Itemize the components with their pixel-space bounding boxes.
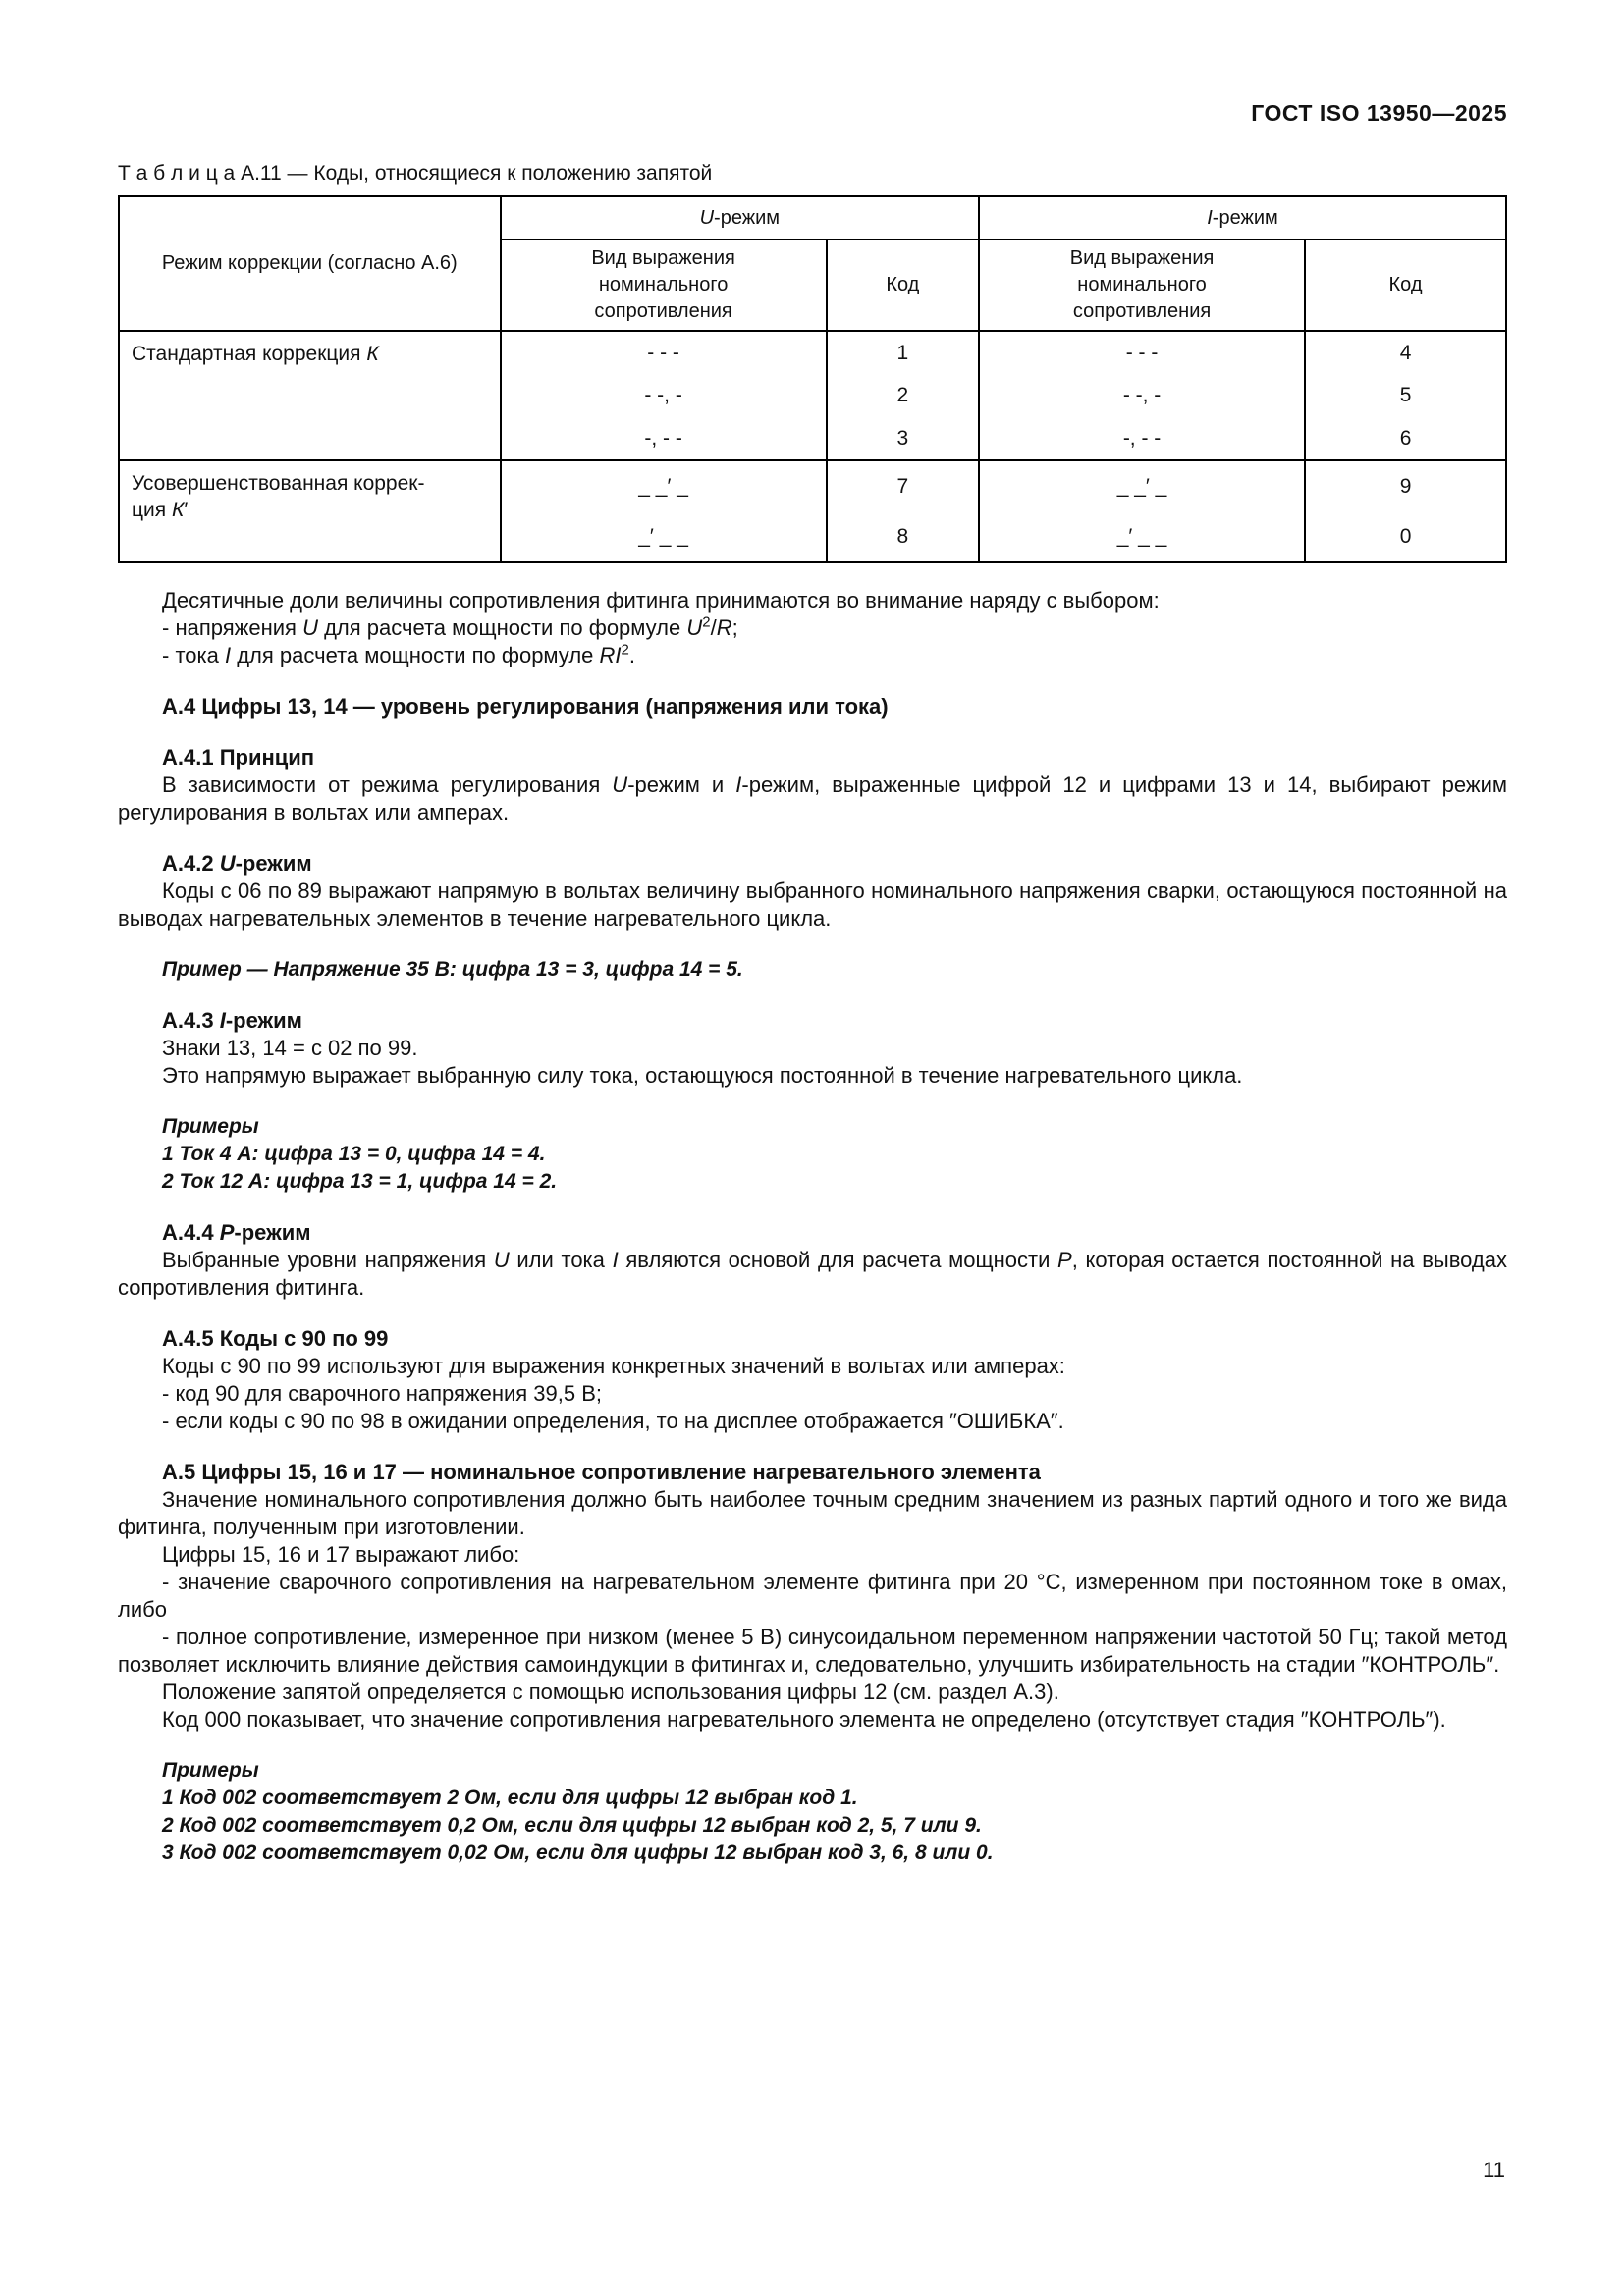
correction-mode-cell: Усовершенствованная коррек- ция К′: [119, 460, 501, 562]
example-a4-3-2: 2 Ток 12 А: цифра 13 = 1, цифра 14 = 2.: [162, 1170, 558, 1193]
list-item-voltage: - напряжения U для расчета мощности по формуле $U^2/R$;: [162, 614, 738, 640]
code-cell: 4: [1305, 331, 1506, 374]
section-heading-a4-3: А.4.3 I-режим: [162, 1008, 302, 1033]
list-item-codes-90-98: - если коды с 90 по 98 в ожидании определения, то на дисплее отображается ″ОШИБКА″.: [162, 1409, 1064, 1433]
list-item-current: - тока I для расчета мощности по формуле $RI^2$.: [162, 641, 635, 667]
list-item-full-resistance: - полное сопротивление, измеренное при низком (менее 5 В) синусоидальном переменном напряжении частотой 50 Гц; такой метод позволяет исключить влияние действия самоиндукции в фитингах и, следовательно, улучшить избирательность на стадии ″КОНТРОЛЬ″.: [118, 1625, 1507, 1677]
example-a5-1: 1 Код 002 соответствует 2 Ом, если для цифры 12 выбран код 1.: [162, 1787, 858, 1809]
paragraph-a5-digits: Цифры 15, 16 и 17 выражают либо:: [162, 1542, 520, 1567]
paragraph-a4-3-current: Это напрямую выражает выбранную силу тока, остающуюся постоянной в течение нагревательного цикла.: [162, 1063, 1243, 1088]
example-a5-3: 3 Код 002 соответствует 0,02 Ом, если для цифры 12 выбран код 3, 6, 8 или 0.: [162, 1842, 994, 1864]
example-a4-3-1: 1 Ток 4 А: цифра 13 = 0, цифра 14 = 4.: [162, 1143, 546, 1165]
examples-title-a5: Примеры: [162, 1759, 259, 1782]
paragraph-a4-5-intro: Коды с 90 по 99 используют для выражения конкретных значений в вольтах или амперах:: [162, 1354, 1065, 1378]
running-header: ГОСТ ISO 13950—2025: [1251, 100, 1507, 126]
list-item-code-90: - код 90 для сварочного напряжения 39,5 В;: [162, 1381, 603, 1406]
code-cell: 5: [1305, 374, 1506, 417]
paragraph-a4-1: В зависимости от режима регулирования U-режим и I-режим, выраженные цифрой 12 и цифрами 13 и 14, выбирают режим регулирования в вольтах или амперах.: [118, 773, 1507, 825]
section-heading-a4: А.4 Цифры 13, 14 — уровень регулирования (напряжения или тока): [162, 694, 889, 719]
code-cell: 2: [827, 374, 979, 417]
table-body: [119, 331, 1506, 562]
code-cell: 8: [827, 511, 979, 562]
example-a5-2: 2 Код 002 соответствует 0,2 Ом, если для цифры 12 выбран код 2, 5, 7 или 9.: [162, 1814, 982, 1837]
code-cell: 1: [827, 331, 979, 374]
document-body: [118, 587, 1507, 1867]
expression-cell: - -, -: [501, 374, 827, 417]
expression-cell: - - -: [501, 331, 827, 374]
expression-cell: - - -: [979, 331, 1305, 374]
paragraph-a5-intro: Значение номинального сопротивления должно быть наиболее точным средним значением из разных партий одного и того же вида фитинга, полученным при изготовлении.: [118, 1487, 1507, 1539]
paragraph-a4-3-signs: Знаки 13, 14 = с 02 по 99.: [162, 1036, 418, 1060]
section-heading-a4-2: А.4.2 U-режим: [162, 851, 312, 876]
table-header-expression-i: Вид выражения номинального сопротивления: [979, 240, 1305, 331]
table-header-correction-mode: Режим коррекции (согласно А.6): [119, 196, 501, 331]
table-header-expression-u: Вид выражения номинального сопротивления: [501, 240, 827, 331]
correction-mode-cell: Стандартная коррекция К: [119, 331, 501, 460]
table-header-u-mode: U-режим: [501, 196, 979, 240]
section-heading-a4-4: А.4.4 P-режим: [162, 1220, 311, 1245]
expression-cell: _ _′ _: [501, 460, 827, 511]
expression-cell: _′ _ _: [501, 511, 827, 562]
examples-title-a4-3: Примеры: [162, 1115, 259, 1138]
table-header-code-u: Код: [827, 240, 979, 331]
table-header-i-mode: I-режим: [979, 196, 1506, 240]
comma-position-codes-table: [118, 195, 1507, 563]
section-heading-a5: А.5 Цифры 15, 16 и 17 — номинальное сопротивление нагревательного элемента: [162, 1460, 1041, 1484]
expression-cell: -, - -: [501, 417, 827, 460]
table-caption: Т а б л и ц а А.11 — Коды, относящиеся к положению запятой: [118, 162, 713, 185]
code-cell: 6: [1305, 417, 1506, 460]
table-row: [119, 460, 1506, 511]
expression-cell: -, - -: [979, 417, 1305, 460]
list-item-welding-resistance: - значение сварочного сопротивления на нагревательном элементе фитинга при 20 °С, измеренном при постоянном токе в омах, либо: [118, 1570, 1507, 1622]
paragraph-decimal-intro: Десятичные доли величины сопротивления фитинга принимаются во внимание наряду с выбором:: [162, 588, 1160, 613]
paragraph-a4-4: Выбранные уровни напряжения U или тока I являются основой для расчета мощности P, которая остается постоянной на выводах сопротивления фитинга.: [118, 1248, 1507, 1300]
code-cell: 9: [1305, 460, 1506, 511]
section-heading-a4-1: А.4.1 Принцип: [162, 745, 315, 770]
table-header-code-i: Код: [1305, 240, 1506, 331]
code-cell: 0: [1305, 511, 1506, 562]
table-row: [119, 331, 1506, 374]
paragraph-a4-2: Коды с 06 по 89 выражают напрямую в вольтах величину выбранного номинального напряжения сварки, остающуюся постоянной на выводах нагревательных элементов в течение нагревательного цикла.: [118, 879, 1507, 931]
expression-cell: - -, -: [979, 374, 1305, 417]
code-cell: 7: [827, 460, 979, 511]
section-heading-a4-5: А.4.5 Коды с 90 по 99: [162, 1326, 389, 1351]
expression-cell: _ _′ _: [979, 460, 1305, 511]
paragraph-comma-position: Положение запятой определяется с помощью использования цифры 12 (см. раздел А.3).: [162, 1680, 1059, 1704]
code-cell: 3: [827, 417, 979, 460]
expression-cell: _′ _ _: [979, 511, 1305, 562]
page-content: [118, 0, 1507, 1867]
page-number: 11: [1483, 2158, 1505, 2182]
example-a4-2: Пример — Напряжение 35 В: цифра 13 = 3, цифра 14 = 5.: [162, 958, 743, 981]
paragraph-code-000: Код 000 показывает, что значение сопротивления нагревательного элемента не определено (отсутствует стадия ″КОНТРОЛЬ″).: [162, 1707, 1446, 1732]
